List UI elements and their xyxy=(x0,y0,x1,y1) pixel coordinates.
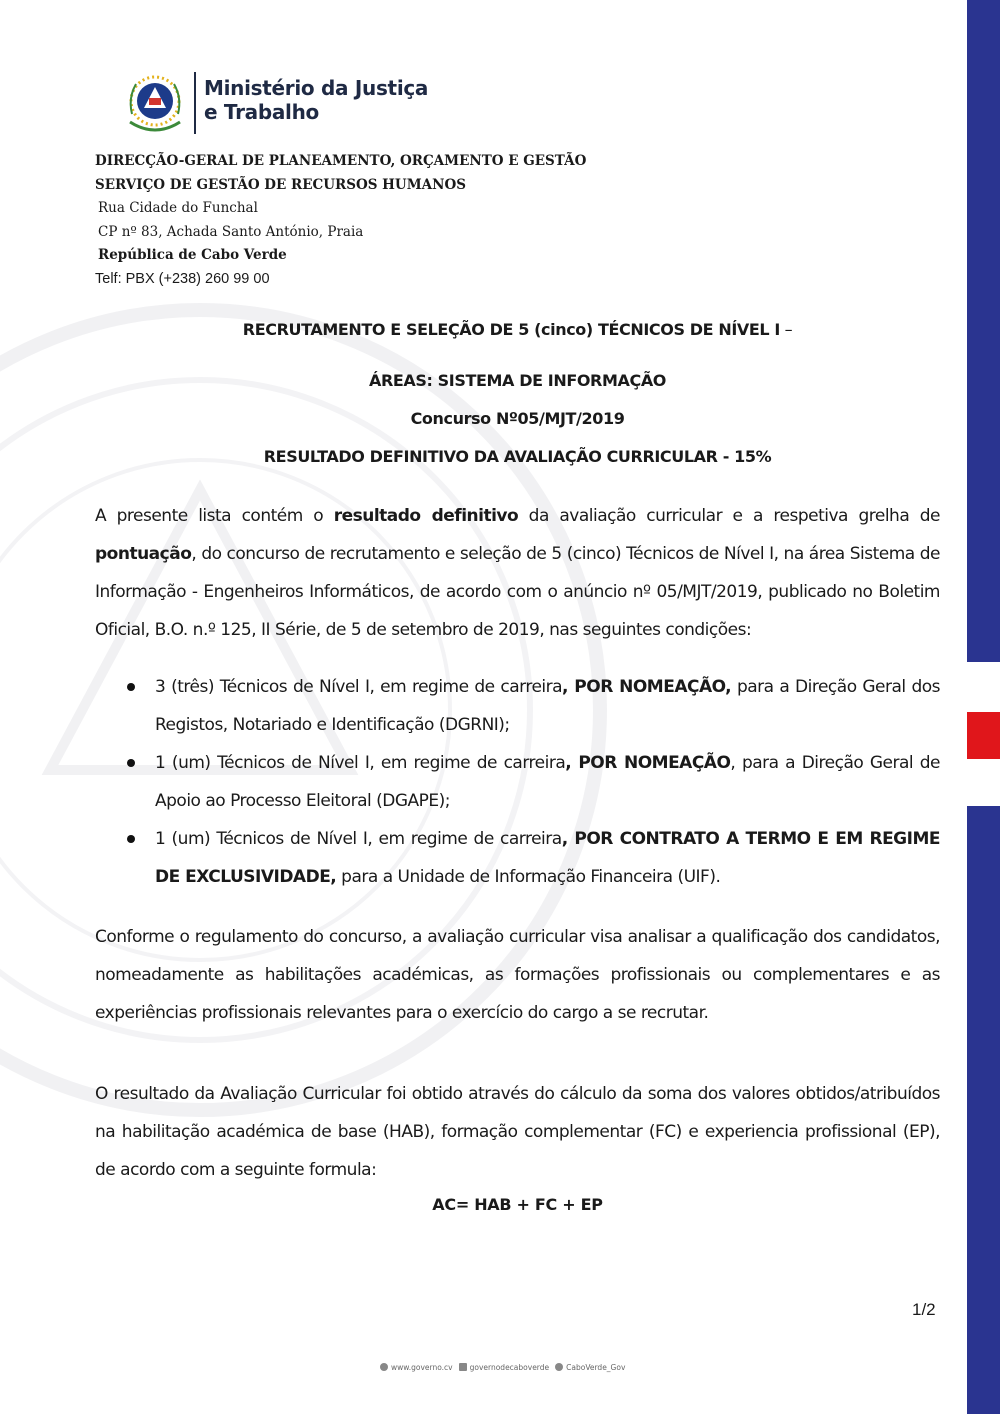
intro-bold-2: pontuação xyxy=(95,544,192,564)
website-label: www.governo.cv xyxy=(391,1362,453,1372)
ministry-logo xyxy=(120,68,430,140)
bullet-text: 1 (um) Técnicos de Nível I, em regime de carreira xyxy=(155,753,566,773)
bullet-bold: , POR NOMEAÇÃO, xyxy=(562,677,732,697)
bullet-text: 1 (um) Técnicos de Nível I, em regime de carreira xyxy=(155,829,562,849)
result-title: RESULTADO DEFINITIVO DA AVALIAÇÃO CURRICULAR - 15% xyxy=(263,447,772,466)
intro-bold-1: resultado definitivo xyxy=(333,506,519,526)
evaluation-paragraph: Conforme o regulamento do concurso, a avaliação curricular visa analisar a qualificação dos candidatos, nomeadamente as habilitações académicas, as formações profissionais ou complementares e as experiências profissionais relevantes para o exercício do cargo a se recrutar. xyxy=(95,927,940,1023)
bullet-icon xyxy=(127,835,135,843)
bullet-text: , para a Direção Geral de Apoio ao Processo Eleitoral (DGAPE); xyxy=(155,753,940,811)
footer-social xyxy=(380,1360,625,1374)
footer-website[interactable] xyxy=(380,1363,453,1372)
coat-of-arms-icon xyxy=(120,68,190,138)
navy-side-bar-top xyxy=(967,0,1000,662)
postal-address: CP nº 83, Achada Santo António, Praia xyxy=(98,223,364,240)
intro-text-2: da avaliação curricular e a respetiva grelha de xyxy=(518,506,940,526)
bullet-bold: , POR NOMEAÇÃO xyxy=(565,753,731,773)
logo-divider xyxy=(194,72,196,134)
facebook-icon xyxy=(459,1363,467,1371)
service-name: SERVIÇO DE GESTÃO DE RECURSOS HUMANOS xyxy=(95,176,466,193)
list-item xyxy=(95,820,940,896)
intro-text-1: A presente lista contém o xyxy=(95,506,334,526)
twitter-icon xyxy=(555,1363,563,1371)
page-number: 1/2 xyxy=(912,1300,936,1319)
directorate-name: DIRECÇÃO-GERAL DE PLANEAMENTO, ORÇAMENTO E GESTÃO xyxy=(95,153,587,169)
footer-twitter[interactable] xyxy=(555,1363,625,1372)
street-address: Rua Cidade do Funchal xyxy=(98,200,258,216)
document-title xyxy=(95,320,940,339)
bullet-text: para a Unidade de Informação Financeira (UIF). xyxy=(336,867,721,887)
result-paragraph: O resultado da Avaliação Curricular foi obtido através do cálculo da soma dos valores obtidos/atribuídos na habilitação académica de base (HAB), formação complementar (FC) e experiencia profissional (EP), de acordo com a seguinte formula: xyxy=(95,1084,940,1180)
contest-number: Concurso Nº05/MJT/2019 xyxy=(410,409,625,428)
title-main: RECRUTAMENTO E SELEÇÃO DE 5 (cinco) TÉCNICOS DE NÍVEL I xyxy=(242,320,780,339)
areas-title: ÁREAS: SISTEMA DE INFORMAÇÃO xyxy=(368,371,667,390)
intro-paragraph xyxy=(95,497,940,649)
ministry-name xyxy=(204,76,434,124)
country-name: República de Cabo Verde xyxy=(98,247,287,263)
address-header xyxy=(95,150,586,291)
ministry-name-line2: e Trabalho xyxy=(204,100,319,124)
conditions-list xyxy=(95,668,940,896)
bullet-text: para a Direção Geral dos Registos, Notariado e Identificação (DGRNI); xyxy=(155,677,940,735)
bullet-text: 3 (três) Técnicos de Nível I, em regime de carreira xyxy=(155,677,563,697)
navy-side-bar-bottom xyxy=(967,806,1000,1414)
intro-text-3: , do concurso de recrutamento e seleção de 5 (cinco) Técnicos de Nível I, na área Sistema de Informação - Engenheiros Informáticos, de acordo com o anúncio nº 05/MJT/2019, publicado no Boletim Oficial, B.O. n.º 125, II Série, de 5 de setembro de 2019, nas seguintes condições: xyxy=(95,544,940,640)
bullet-icon xyxy=(127,759,135,767)
list-item xyxy=(95,744,940,820)
telephone: Telf: PBX (+238) 260 99 00 xyxy=(95,270,270,287)
red-side-bar xyxy=(967,712,1000,759)
title-dash: – xyxy=(779,320,793,339)
bullet-icon xyxy=(127,683,135,691)
footer-facebook[interactable] xyxy=(459,1363,550,1372)
formula: AC= HAB + FC + EP xyxy=(432,1195,603,1214)
list-item xyxy=(95,668,940,744)
facebook-label: governodecaboverde xyxy=(469,1362,550,1372)
bullet-bold: , POR CONTRATO A TERMO E EM REGIME DE EXCLUSIVIDADE, xyxy=(155,829,940,887)
ministry-name-line1: Ministério da Justiça xyxy=(204,76,429,100)
twitter-label: CaboVerde_Gov xyxy=(566,1362,626,1372)
globe-icon xyxy=(380,1363,388,1371)
